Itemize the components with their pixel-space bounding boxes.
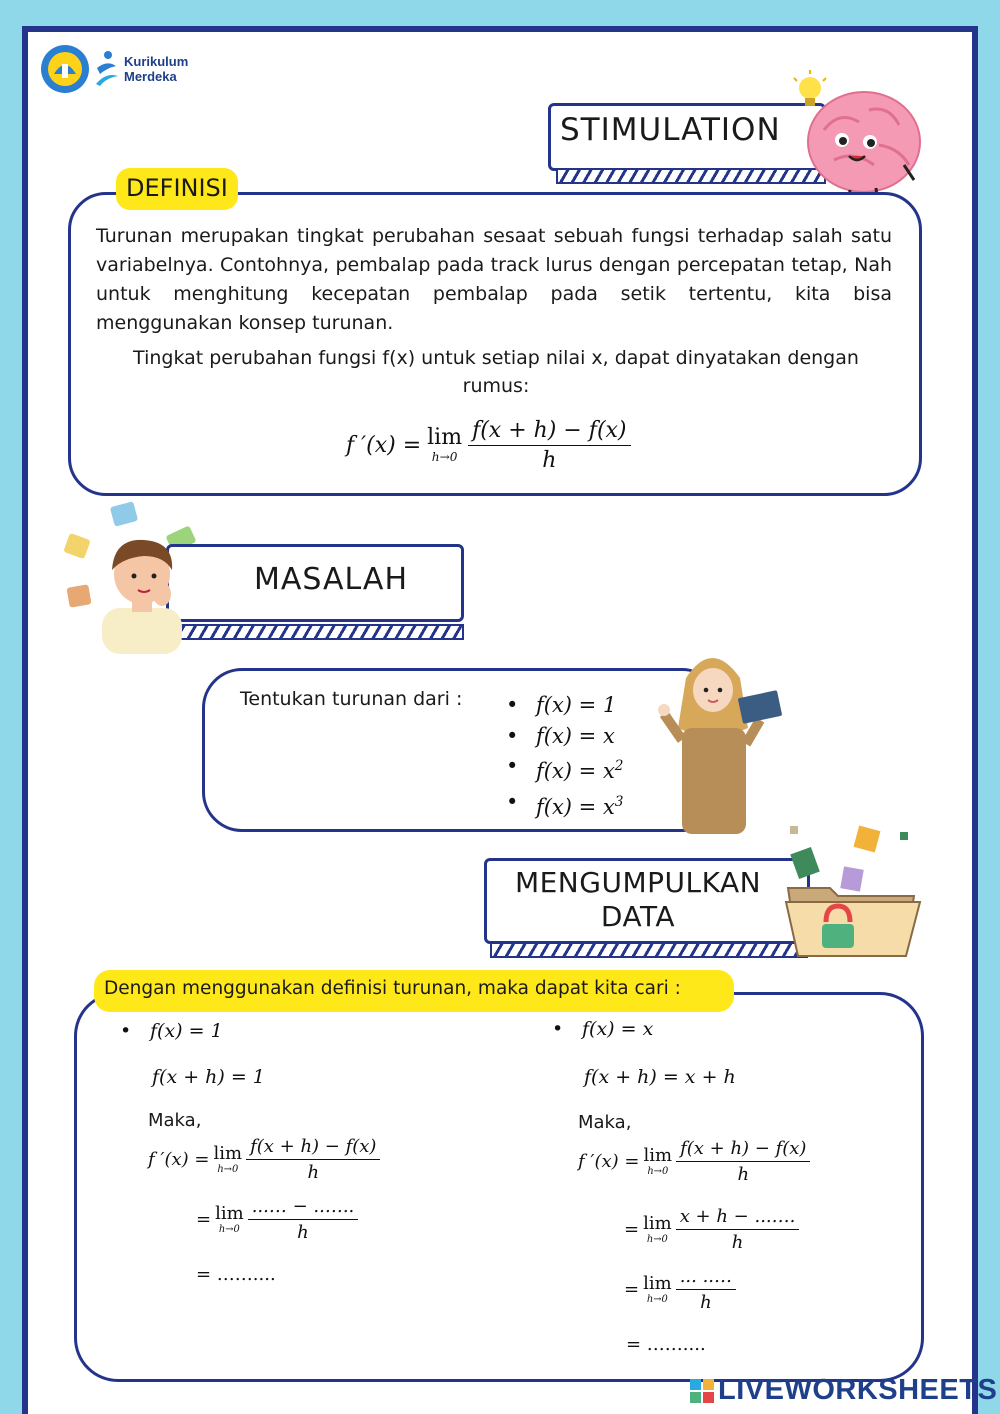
data-right-result: = …….... bbox=[626, 1334, 706, 1355]
lim-word: lim bbox=[213, 1142, 243, 1164]
data-left-step1 bbox=[148, 1136, 380, 1183]
data-right-shift: f(x + h) = x + h bbox=[584, 1066, 736, 1088]
data-left-num2: ...… − ..….. bbox=[248, 1196, 359, 1220]
mengumpulkan-title-line1: MENGUMPULKAN bbox=[514, 866, 762, 899]
data-left-maka: Maka, bbox=[148, 1110, 202, 1131]
data-right-step3: = lim h→0 $\frac{... ..\dots}{h}$ bbox=[624, 1266, 736, 1313]
formula-numerator: f(x + h) − f(x) bbox=[468, 418, 630, 446]
formula-lhs: f ′(x) = bbox=[346, 433, 422, 458]
kurikulum-merdeka-icon bbox=[94, 50, 120, 88]
masalah-prompt: Tentukan turunan dari : bbox=[240, 688, 463, 710]
liveworksheets-text: LIVEWORKSHEETS bbox=[718, 1374, 998, 1406]
masalah-banner-stripes bbox=[172, 624, 464, 640]
lim-word: lim bbox=[643, 1212, 672, 1234]
masalah-item: • $f(x) = x^2$ bbox=[504, 751, 623, 787]
mengumpulkan-title bbox=[488, 866, 788, 934]
data-left-den1: h bbox=[307, 1162, 320, 1183]
formula-denominator: h bbox=[542, 448, 557, 473]
data-right-step2: = lim h→0 $\frac{x + h - ...\dots.}{h}$ bbox=[624, 1206, 799, 1253]
data-box bbox=[74, 992, 924, 1382]
lim-sub: h→0 bbox=[647, 1165, 669, 1177]
data-left-lhs: f ′(x) = bbox=[148, 1149, 210, 1170]
folder-lock-illustration bbox=[784, 822, 924, 962]
lim-sub: h→0 bbox=[217, 1163, 239, 1175]
data-left-result: = …….... bbox=[196, 1264, 276, 1285]
liveworksheets-icon bbox=[690, 1379, 714, 1403]
data-left-den2: h bbox=[297, 1222, 309, 1243]
stimulation-title: STIMULATION bbox=[560, 112, 781, 148]
lim-sub: h→0 bbox=[646, 1293, 668, 1305]
lim-sub: h→0 bbox=[218, 1223, 240, 1235]
data-right-den3: h bbox=[700, 1292, 712, 1313]
definisi-derivative-formula bbox=[346, 418, 631, 473]
data-left-step2: = lim h→0 $\frac{...\dots - ..\dots..}{h}$ bbox=[196, 1196, 358, 1243]
data-right-func bbox=[550, 1018, 653, 1040]
tut-wuri-logo bbox=[40, 44, 90, 94]
masalah-item: • $f(x) = x^3$ bbox=[504, 787, 623, 823]
data-left-num1: f(x + h) − f(x) bbox=[246, 1136, 380, 1160]
definisi-paragraph: Turunan merupakan tingkat perubahan sesaat sebuah fungsi terhadap salah satu variabelnya. Contohnya, pembalap pada track lurus dengan percepatan tetap, Nah untuk menghitung kecepatan pembalap pada setik tertentu, kita bisa menggunakan konsep turunan. bbox=[96, 225, 892, 334]
masalah-item: • f(x) = x bbox=[504, 721, 623, 752]
logo-text-line1: Kurikulum bbox=[124, 54, 189, 69]
data-right-num1: f(x + h) − f(x) bbox=[676, 1138, 810, 1162]
data-right-num2: x + h − ...…. bbox=[676, 1206, 800, 1230]
mengumpulkan-title-line2: DATA bbox=[600, 900, 676, 933]
thinking-boy-illustration bbox=[98, 530, 188, 654]
lim-word: lim bbox=[643, 1272, 672, 1294]
data-right-step1 bbox=[578, 1138, 810, 1185]
data-label: Dengan menggunakan definisi turunan, maka dapat kita cari : bbox=[104, 978, 681, 999]
data-right-func-item: • f(x) = x bbox=[550, 1018, 653, 1040]
mengumpulkan-banner-stripes bbox=[490, 942, 808, 958]
masalah-function-list bbox=[504, 690, 623, 822]
lim-word: lim bbox=[643, 1144, 673, 1166]
masalah-item: • f(x) = 1 bbox=[504, 690, 623, 721]
lim-sub: h→0 bbox=[646, 1233, 668, 1245]
data-right-lhs: f ′(x) = bbox=[578, 1151, 640, 1172]
lightbulb-icon bbox=[794, 70, 826, 106]
data-right-maka: Maka, bbox=[578, 1112, 632, 1133]
definisi-formula-intro: Tingkat perubahan fungsi f(x) untuk setiap nilai x, dapat dinyatakan dengan rumus: bbox=[133, 347, 859, 397]
data-left-func bbox=[118, 1020, 223, 1042]
liveworksheets-logo[interactable] bbox=[690, 1374, 997, 1407]
logo-text-line2: Merdeka bbox=[124, 69, 177, 84]
data-right-den1: h bbox=[737, 1164, 750, 1185]
formula-lim: lim bbox=[427, 425, 463, 451]
data-right-den2: h bbox=[731, 1232, 744, 1253]
teacher-reading-illustration bbox=[656, 644, 782, 834]
definisi-label: DEFINISI bbox=[126, 174, 228, 202]
lim-word: lim bbox=[215, 1202, 244, 1224]
formula-lim-sub: h→0 bbox=[431, 450, 458, 465]
masalah-title: MASALAH bbox=[254, 562, 409, 597]
data-left-func-item: • f(x) = 1 bbox=[118, 1020, 223, 1042]
data-right-num3: ... ..… bbox=[676, 1266, 736, 1290]
data-left-shift: f(x + h) = 1 bbox=[152, 1066, 265, 1088]
